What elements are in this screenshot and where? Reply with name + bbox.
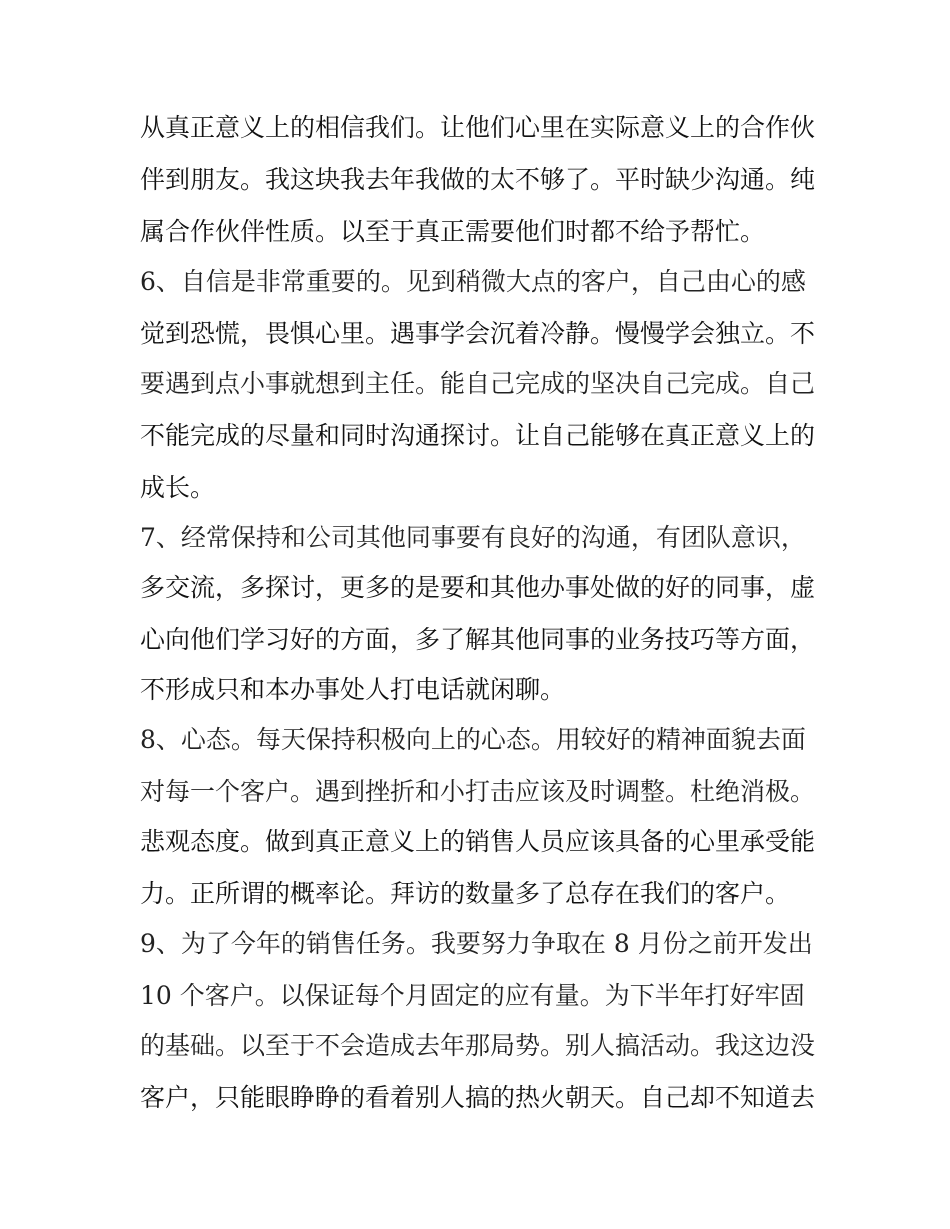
text-line: 伴到朋友。我这块我去年我做的太不够了。平时缺少沟通。纯 (140, 165, 816, 194)
text-line: 不形成只和本办事处人打电话就闲聊。 (140, 675, 566, 704)
text-line: 不能完成的尽量和同时沟通探讨。让自己能够在真正意义上的 (140, 421, 816, 450)
text-line: 多交流，多探讨，更多的是要和其他办事处做的好的同事，虚 (140, 573, 816, 602)
text-line: 心向他们学习好的方面，多了解其他同事的业务技巧等方面， (140, 625, 816, 654)
text-line: 成长。 (140, 473, 216, 502)
text-line: 对每一个客户。遇到挫折和小打击应该及时调整。杜绝消极。 (140, 777, 816, 806)
text-line: 要遇到点小事就想到主任。能自己完成的坚决自己完成。自己 (140, 369, 816, 398)
text-line: 力。正所谓的概率论。拜访的数量多了总存在我们的客户。 (140, 879, 791, 908)
text-line: 客户，只能眼睁睁的看着别人搞的热火朝天。自己却不知道去 (140, 1083, 816, 1112)
text-line: 从真正意义上的相信我们。让他们心里在实际意义上的合作伙 (140, 113, 816, 142)
text-line: 属合作伙伴性质。以至于真正需要他们时都不给予帮忙。 (140, 217, 766, 246)
text-line: 悲观态度。做到真正意义上的销售人员应该具备的心里承受能 (140, 827, 816, 856)
text-line: 7、经常保持和公司其他同事要有良好的沟通，有团队意识， (140, 523, 806, 552)
text-line: 9、为了今年的销售任务。我要努力争取在 8 月份之前开发出 (140, 929, 813, 958)
text-line: 8、心态。每天保持积极向上的心态。用较好的精神面貌去面 (140, 725, 806, 754)
text-line: 觉到恐慌，畏惧心里。遇事学会沉着冷静。慢慢学会独立。不 (140, 319, 816, 348)
text-line: 的基础。以至于不会造成去年那局势。别人搞活动。我这边没 (140, 1031, 816, 1060)
text-line: 10 个客户。以保证每个月固定的应有量。为下半年打好牢固 (140, 981, 805, 1010)
text-line: 6、自信是非常重要的。见到稍微大点的客户，自己由心的感 (140, 267, 806, 296)
